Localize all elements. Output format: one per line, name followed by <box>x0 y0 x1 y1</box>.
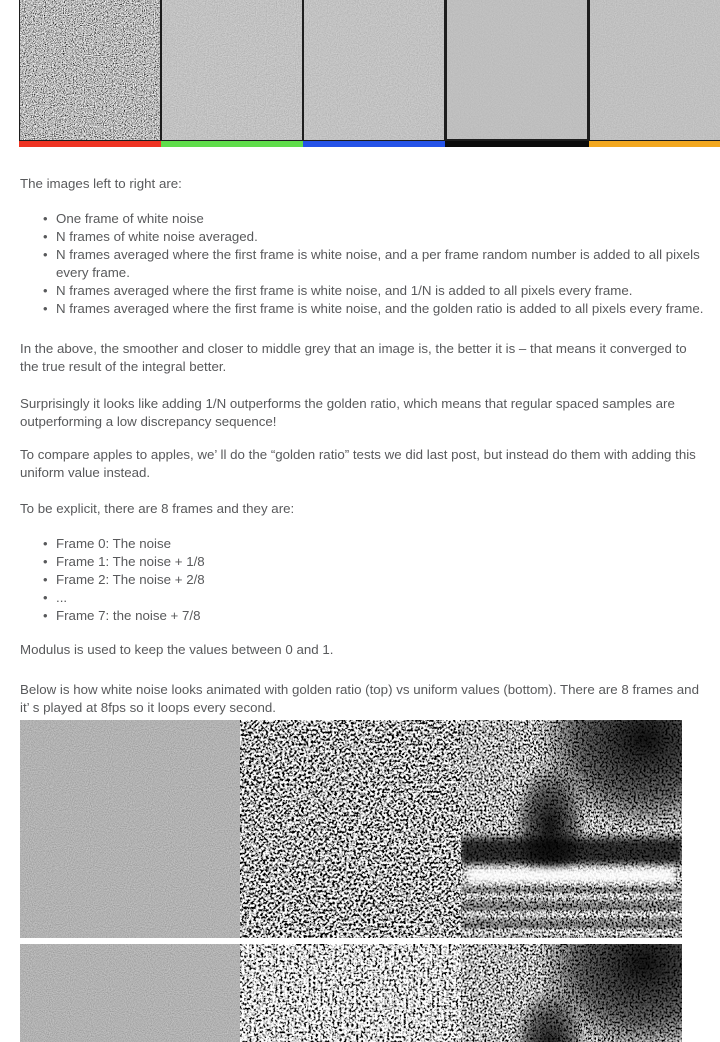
list-item: • N frames averaged where the first frame is white noise, and the golden ratio is added to all pixels every frame. <box>20 300 705 318</box>
list-item: • N frames averaged where the first frame is white noise, and a per frame random number is added to all pixels every frame. <box>20 246 705 282</box>
anim2-fine-noise-section <box>20 944 240 1042</box>
figure-white-noise <box>19 0 161 147</box>
averaged-noise-image <box>161 0 303 141</box>
list-item: • N frames of white noise averaged. <box>20 228 705 246</box>
anim2-coarse-noise-texture <box>240 944 461 1042</box>
frame-list <box>20 535 705 625</box>
anim1-fine-noise-section <box>20 720 240 938</box>
list-item: • Frame 2: The noise + 2/8 <box>20 571 705 589</box>
anim2-dithered-photo-section <box>461 944 682 1042</box>
figure-random-offset <box>303 0 445 147</box>
list-item: • Frame 7: the noise + 7/8 <box>20 607 705 625</box>
figure-underline-red <box>19 141 161 147</box>
paragraph-middle-grey: In the above, the smoother and closer to middle grey that an image is, the better it is – that means it converged to the true result of the integral better. <box>20 341 687 374</box>
anim1-photo-noise-texture <box>461 720 682 938</box>
list-item: • One frame of white noise <box>20 210 705 228</box>
paragraph-below: Below is how white noise looks animated with golden ratio (top) vs uniform values (bottom). There are 8 frames and it’ s played at 8fps so it loops every second. <box>20 682 699 715</box>
one-over-n-noise-texture <box>447 0 587 139</box>
paragraph-modulus: Modulus is used to keep the values between 0 and 1. <box>20 642 334 657</box>
anim2-fine-noise-texture <box>20 944 240 1042</box>
golden-ratio-noise-image <box>589 0 720 141</box>
figure-underline-black <box>445 141 589 147</box>
anim1-fine-noise-texture <box>20 720 240 938</box>
figure-underline-blue <box>303 141 445 147</box>
list-item: • Frame 0: The noise <box>20 535 705 553</box>
paragraph-explicit: To be explicit, there are 8 frames and they are: <box>20 501 295 516</box>
golden-ratio-animation-image <box>20 720 682 938</box>
figure-averaged <box>161 0 303 147</box>
paragraph-surprising: Surprisingly it looks like adding 1/N outperforms the golden ratio, which means that regular spaced samples are outperforming a low discrepancy sequence! <box>20 396 675 429</box>
list-item: • N frames averaged where the first frame is white noise, and 1/N is added to all pixels every frame. <box>20 282 705 300</box>
image-description-list <box>20 210 705 318</box>
figure-one-over-n <box>445 0 589 147</box>
figure-underline-green <box>161 141 303 147</box>
paragraph-intro: The images left to right are: <box>20 176 182 191</box>
article-body <box>0 175 720 717</box>
random-offset-noise-image <box>303 0 445 141</box>
anim1-coarse-noise-texture <box>240 720 461 938</box>
list-item: • ... <box>20 589 705 607</box>
list-item: • Frame 1: The noise + 1/8 <box>20 553 705 571</box>
figure-underline-orange <box>589 141 720 147</box>
one-over-n-noise-image <box>445 0 589 141</box>
uniform-values-animation-image <box>20 944 682 1042</box>
anim1-coarse-noise-section <box>240 720 461 938</box>
golden-ratio-noise-texture <box>590 0 720 140</box>
paragraph-compare: To compare apples to apples, we’ ll do the “golden ratio” tests we did last post, but instead do them with adding this uniform value instead. <box>20 447 696 480</box>
white-noise-image <box>19 0 161 141</box>
figure-golden-ratio <box>589 0 720 147</box>
anim2-photo-noise-texture <box>461 944 682 1042</box>
random-offset-noise-texture <box>304 0 444 140</box>
anim1-dithered-photo-section <box>461 720 682 938</box>
white-noise-texture <box>20 0 160 140</box>
anim2-coarse-noise-section <box>240 944 461 1042</box>
noise-comparison-strip <box>19 0 710 147</box>
averaged-noise-texture <box>162 0 302 140</box>
